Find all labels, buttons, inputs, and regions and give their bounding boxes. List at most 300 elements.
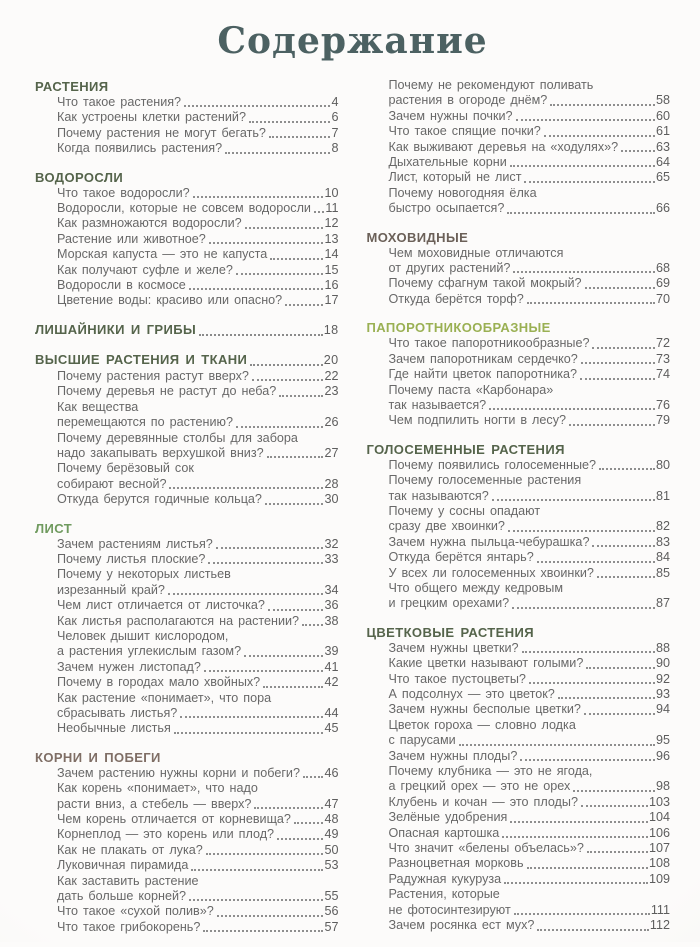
entry-label: Цветение воды: красиво или опасно? bbox=[57, 293, 282, 308]
dot-leader bbox=[191, 869, 323, 871]
entry-line: Как заставить растение bbox=[57, 874, 339, 889]
entry-label: Как получают суфле и желе? bbox=[57, 263, 233, 278]
page-number: 36 bbox=[324, 598, 338, 613]
entry-label: собирают весной? bbox=[57, 477, 166, 492]
dot-leader bbox=[592, 347, 655, 349]
entry-line bbox=[389, 292, 671, 307]
entry-line bbox=[57, 721, 339, 736]
entry-line bbox=[57, 232, 339, 247]
entry-line bbox=[57, 537, 339, 552]
toc-entry bbox=[35, 904, 339, 919]
entry-line: Почему голосеменные растения bbox=[389, 473, 671, 488]
entry-line bbox=[57, 263, 339, 278]
dot-leader bbox=[184, 105, 330, 107]
entry-line bbox=[389, 93, 671, 108]
dot-leader bbox=[550, 104, 655, 106]
page-number: 106 bbox=[649, 826, 670, 841]
entry-label: Чем подпилить ногти в лесу? bbox=[389, 413, 567, 428]
entry-label: Зачем нужны плоды? bbox=[389, 749, 518, 764]
toc-entry bbox=[367, 155, 671, 170]
dot-leader bbox=[510, 821, 648, 823]
entry-line bbox=[389, 458, 671, 473]
page-number: 53 bbox=[324, 858, 338, 873]
entry-line bbox=[57, 278, 339, 293]
entry-line bbox=[57, 706, 339, 721]
entry-line: Почему не рекомендуют поливать bbox=[389, 78, 671, 93]
page-number: 74 bbox=[656, 367, 670, 382]
toc-entry bbox=[367, 826, 671, 841]
dot-leader bbox=[268, 609, 324, 611]
entry-line bbox=[389, 779, 671, 794]
dot-leader bbox=[507, 212, 655, 214]
toc-entry bbox=[367, 749, 671, 764]
entry-line: Почему паста «Карбонара» bbox=[389, 383, 671, 398]
toc-entry bbox=[367, 170, 671, 185]
dot-leader bbox=[252, 379, 324, 381]
toc-entry bbox=[367, 764, 671, 795]
dot-leader bbox=[592, 545, 655, 547]
dot-leader bbox=[586, 667, 655, 669]
toc-entry bbox=[367, 887, 671, 918]
toc-entry bbox=[35, 110, 339, 125]
entry-label: Что такое спящие почки? bbox=[389, 124, 541, 139]
entry-line: Почему у некоторых листьев bbox=[57, 567, 339, 582]
toc-entry bbox=[367, 856, 671, 871]
entry-line bbox=[389, 336, 671, 351]
toc-entry bbox=[367, 641, 671, 656]
section-header-label: ГОЛОСЕМЕННЫЕ РАСТЕНИЯ bbox=[367, 442, 565, 457]
dot-leader bbox=[544, 135, 655, 137]
entry-line bbox=[57, 492, 339, 507]
entry-line bbox=[389, 641, 671, 656]
entry-label: Что такое растения? bbox=[57, 95, 181, 110]
entry-label: Что такое водоросли? bbox=[57, 186, 190, 201]
page-number: 11 bbox=[325, 201, 338, 216]
dot-leader bbox=[537, 561, 655, 563]
page-number: 15 bbox=[324, 263, 338, 278]
entry-label: А подсолнух — это цветок? bbox=[389, 687, 555, 702]
entry-line bbox=[389, 672, 671, 687]
entry-line: Что общего между кедровым bbox=[389, 581, 671, 596]
section-header-label: ПАПОРОТНИКООБРАЗНЫЕ bbox=[367, 320, 551, 335]
section-header bbox=[35, 351, 339, 369]
page-number: 32 bbox=[324, 537, 338, 552]
entry-label: Как выживают деревья на «ходулях»? bbox=[389, 140, 619, 155]
entry-label: Как листья располагаются на растении? bbox=[57, 614, 299, 629]
entry-label: Корнеплод — это корень или плод? bbox=[57, 827, 274, 842]
page-number: 103 bbox=[649, 795, 670, 810]
dot-leader bbox=[504, 882, 648, 884]
entry-label: с парусами bbox=[389, 733, 456, 748]
page-number: 56 bbox=[324, 904, 338, 919]
toc-entry bbox=[367, 581, 671, 612]
section-header bbox=[35, 321, 339, 339]
dot-leader bbox=[244, 655, 323, 657]
section-header bbox=[367, 319, 671, 336]
entry-line bbox=[389, 841, 671, 856]
entry-label: Почему растения не могут бегать? bbox=[57, 126, 266, 141]
toc-entry bbox=[367, 352, 671, 367]
entry-label: Зачем нужны бесполые цветки? bbox=[389, 702, 581, 717]
page-number: 84 bbox=[656, 550, 670, 565]
toc-entry bbox=[35, 461, 339, 492]
entry-label: от других растений? bbox=[389, 261, 511, 276]
dot-leader bbox=[529, 682, 655, 684]
entry-line bbox=[57, 827, 339, 842]
dot-leader bbox=[492, 499, 655, 501]
entry-line bbox=[389, 856, 671, 871]
dot-leader bbox=[573, 790, 655, 792]
dot-leader bbox=[302, 624, 323, 626]
entry-label: Луковичная пирамида bbox=[57, 858, 188, 873]
entry-line bbox=[389, 918, 671, 933]
toc-entry bbox=[367, 687, 671, 702]
page-number: 73 bbox=[656, 352, 670, 367]
entry-line bbox=[57, 598, 339, 613]
entry-line bbox=[389, 903, 671, 918]
entry-line bbox=[389, 170, 671, 185]
page-number: 79 bbox=[656, 413, 670, 428]
page-number: 12 bbox=[324, 216, 338, 231]
page-number: 93 bbox=[656, 687, 670, 702]
toc-entry bbox=[367, 473, 671, 504]
toc-entry bbox=[35, 247, 339, 262]
toc-entry bbox=[35, 843, 339, 858]
page-number: 49 bbox=[324, 827, 338, 842]
page-number: 39 bbox=[324, 644, 338, 659]
entry-label: Лист, который не лист bbox=[389, 170, 522, 185]
toc-entry bbox=[367, 367, 671, 382]
section-header bbox=[35, 169, 339, 186]
toc-entry bbox=[367, 140, 671, 155]
dot-leader bbox=[585, 287, 655, 289]
page-number: 88 bbox=[656, 641, 670, 656]
entry-label: Как размножаются водоросли? bbox=[57, 216, 242, 231]
dot-leader bbox=[581, 805, 648, 807]
dot-leader bbox=[584, 713, 655, 715]
entry-label: сразу две хвоинки? bbox=[389, 519, 505, 534]
entry-label: Зачем нужна пыльца-чебурашка? bbox=[389, 535, 590, 550]
entry-label: Где найти цветок папоротника? bbox=[389, 367, 578, 382]
entry-label: Почему листья плоские? bbox=[57, 552, 205, 567]
entry-line: Как вещества bbox=[57, 400, 339, 415]
dot-leader bbox=[512, 607, 655, 609]
entry-label: Зачем растениям листья? bbox=[57, 537, 213, 552]
entry-line: Цветок гороха — словно лодка bbox=[389, 718, 671, 733]
page-number: 58 bbox=[656, 93, 670, 108]
dot-leader bbox=[514, 913, 650, 915]
dot-leader bbox=[245, 227, 324, 229]
toc-entry bbox=[367, 78, 671, 109]
section-header-label: МОХОВИДНЫЕ bbox=[367, 230, 469, 245]
entry-line: Растения, которые bbox=[389, 887, 671, 902]
dot-leader bbox=[236, 426, 324, 428]
entry-line bbox=[57, 247, 339, 262]
toc-entry bbox=[35, 920, 339, 935]
page-number: 41 bbox=[324, 660, 338, 675]
entry-label: Что такое грибокорень? bbox=[57, 920, 200, 935]
dot-leader bbox=[522, 651, 655, 653]
dot-leader bbox=[303, 776, 324, 778]
entry-line bbox=[57, 186, 339, 201]
entry-label: быстро осыпается? bbox=[389, 201, 505, 216]
entry-line bbox=[57, 477, 339, 492]
page-number: 55 bbox=[324, 889, 338, 904]
section-header bbox=[35, 520, 339, 537]
page-number: 44 bbox=[324, 706, 338, 721]
page-number: 20 bbox=[324, 352, 339, 369]
entry-line bbox=[389, 872, 671, 887]
section-header bbox=[367, 624, 671, 641]
entry-label: Что значит «белены объелась»? bbox=[389, 841, 584, 856]
dot-leader bbox=[199, 334, 323, 336]
entry-label: Необычные листья bbox=[57, 721, 171, 736]
entry-label: Зелёные удобрения bbox=[389, 810, 508, 825]
entry-line bbox=[389, 413, 671, 428]
toc-entry bbox=[35, 400, 339, 431]
dot-leader bbox=[621, 150, 655, 152]
page-number: 61 bbox=[656, 124, 670, 139]
dot-leader bbox=[169, 487, 323, 489]
entry-line bbox=[57, 415, 339, 430]
entry-label: Водоросли в космосе bbox=[57, 278, 186, 293]
entry-line bbox=[57, 110, 339, 125]
entry-label: Разноцветная морковь bbox=[389, 856, 524, 871]
entry-line: Почему берёзовый сок bbox=[57, 461, 339, 476]
toc-column bbox=[367, 78, 671, 947]
toc-entry bbox=[35, 781, 339, 812]
toc-entry bbox=[367, 292, 671, 307]
page-number: 10 bbox=[324, 186, 338, 201]
toc-entry bbox=[35, 232, 339, 247]
entry-label: Как устроены клетки растений? bbox=[57, 110, 246, 125]
toc-entry bbox=[367, 872, 671, 887]
entry-line bbox=[389, 261, 671, 276]
entry-label: Зачем нужен листопад? bbox=[57, 660, 201, 675]
entry-line: Почему деревянные столбы для забора bbox=[57, 431, 339, 446]
toc-entry bbox=[367, 550, 671, 565]
page-number: 96 bbox=[656, 749, 670, 764]
entry-line bbox=[57, 889, 339, 904]
page-number: 81 bbox=[656, 489, 670, 504]
dot-leader bbox=[513, 271, 655, 273]
dot-leader bbox=[285, 304, 323, 306]
dot-leader bbox=[459, 744, 655, 746]
entry-label: Растение или животное? bbox=[57, 232, 206, 247]
page-number: 72 bbox=[656, 336, 670, 351]
entry-label: Водоросли, которые не совсем водоросли bbox=[57, 201, 311, 216]
toc-entry bbox=[35, 812, 339, 827]
section-header-label: ЛИСТ bbox=[35, 521, 72, 536]
dot-leader bbox=[569, 424, 655, 426]
page-number: 26 bbox=[324, 415, 338, 430]
page-number: 104 bbox=[649, 810, 670, 825]
entry-line bbox=[389, 826, 671, 841]
entry-label: Как не плакать от лука? bbox=[57, 843, 203, 858]
entry-label: Чем корень отличается от корневища? bbox=[57, 812, 291, 827]
page-number: 83 bbox=[656, 535, 670, 550]
dot-leader bbox=[270, 258, 323, 260]
entry-line bbox=[57, 660, 339, 675]
entry-line bbox=[57, 446, 339, 461]
entry-label: Почему сфагнум такой мокрый? bbox=[389, 276, 582, 291]
entry-label: Откуда берётся торф? bbox=[389, 292, 524, 307]
page-number: 70 bbox=[656, 292, 670, 307]
toc-entry bbox=[35, 293, 339, 308]
page-number: 45 bbox=[324, 721, 338, 736]
dot-leader bbox=[254, 807, 323, 809]
section-header-label: РАСТЕНИЯ bbox=[35, 79, 109, 94]
toc-entry bbox=[367, 383, 671, 414]
page-number: 23 bbox=[324, 384, 338, 399]
entry-line bbox=[57, 369, 339, 384]
toc-entry bbox=[367, 656, 671, 671]
toc-entry bbox=[367, 718, 671, 749]
page-number: 28 bbox=[324, 477, 338, 492]
entry-line: Почему у сосны опадают bbox=[389, 504, 671, 519]
toc-entry bbox=[367, 504, 671, 535]
dot-leader bbox=[204, 670, 324, 672]
entry-label: Радужная кукуруза bbox=[389, 872, 502, 887]
entry-label: Почему появились голосеменные? bbox=[389, 458, 597, 473]
entry-label: Почему деревья не растут до неба? bbox=[57, 384, 276, 399]
entry-label: изрезанный край? bbox=[57, 583, 165, 598]
toc-entry bbox=[367, 566, 671, 581]
dot-leader bbox=[250, 364, 322, 366]
entry-label: Дыхательные корни bbox=[389, 155, 507, 170]
toc-entry bbox=[367, 246, 671, 277]
entry-label: Откуда берутся годичные кольца? bbox=[57, 492, 262, 507]
entry-line bbox=[389, 795, 671, 810]
toc-entry bbox=[35, 874, 339, 905]
entry-line bbox=[57, 583, 339, 598]
dot-leader bbox=[267, 456, 324, 458]
dot-leader bbox=[597, 576, 655, 578]
page-number: 48 bbox=[324, 812, 338, 827]
entry-line: Как корень «понимает», что надо bbox=[57, 781, 339, 796]
page-number: 46 bbox=[324, 766, 338, 781]
entry-line bbox=[57, 216, 339, 231]
dot-leader bbox=[217, 915, 324, 917]
toc-section bbox=[35, 520, 339, 737]
dot-leader bbox=[265, 503, 324, 505]
entry-label: Что такое папоротникообразные? bbox=[389, 336, 590, 351]
dot-leader bbox=[581, 362, 655, 364]
entry-line bbox=[57, 552, 339, 567]
page-number: 50 bbox=[324, 843, 338, 858]
page-number: 60 bbox=[656, 109, 670, 124]
entry-label: Зачем растению нужны корни и побеги? bbox=[57, 766, 300, 781]
dot-leader bbox=[527, 302, 655, 304]
dot-leader bbox=[203, 930, 323, 932]
toc-entry bbox=[35, 614, 339, 629]
toc-entry bbox=[35, 567, 339, 598]
dot-leader bbox=[520, 759, 655, 761]
entry-line: Чем моховидные отличаются bbox=[389, 246, 671, 261]
page-number: 112 bbox=[650, 918, 670, 933]
entry-label: расти вниз, а стебель — вверх? bbox=[57, 797, 251, 812]
entry-line bbox=[389, 566, 671, 581]
page-number: 30 bbox=[324, 492, 338, 507]
entry-line bbox=[389, 140, 671, 155]
entry-line bbox=[57, 384, 339, 399]
dot-leader bbox=[489, 408, 655, 410]
entry-label: а грецкий орех — это не орех bbox=[389, 779, 571, 794]
section-header-label: ЛИШАЙНИКИ И ГРИБЫ bbox=[35, 321, 196, 338]
entry-line bbox=[389, 352, 671, 367]
entry-line bbox=[57, 797, 339, 812]
dot-leader bbox=[269, 136, 331, 138]
toc-entry bbox=[35, 629, 339, 660]
entry-label: Когда появились растения? bbox=[57, 141, 222, 156]
page-number: 95 bbox=[656, 733, 670, 748]
dot-leader bbox=[558, 697, 655, 699]
toc-entry bbox=[35, 660, 339, 675]
page-number: 82 bbox=[656, 519, 670, 534]
dot-leader bbox=[168, 593, 324, 595]
dot-leader bbox=[508, 530, 655, 532]
dot-leader bbox=[599, 468, 655, 470]
page-number: 76 bbox=[656, 398, 670, 413]
page-number: 64 bbox=[656, 155, 670, 170]
entry-line bbox=[57, 201, 339, 216]
toc-entry bbox=[35, 552, 339, 567]
toc-section bbox=[367, 319, 671, 428]
entry-label: растения в огороде днём? bbox=[389, 93, 548, 108]
dot-leader bbox=[294, 822, 324, 824]
entry-line bbox=[389, 367, 671, 382]
entry-line bbox=[389, 519, 671, 534]
entry-line bbox=[389, 155, 671, 170]
page-number: 33 bbox=[324, 552, 338, 567]
page-number: 80 bbox=[656, 458, 670, 473]
toc-section bbox=[367, 78, 671, 217]
toc-entry bbox=[35, 141, 339, 156]
entry-label: сбрасывать листья? bbox=[57, 706, 177, 721]
entry-label: Откуда берётся янтарь? bbox=[389, 550, 534, 565]
entry-label: так называется? bbox=[389, 398, 487, 413]
page-number: 16 bbox=[324, 278, 338, 293]
entry-line bbox=[389, 276, 671, 291]
page-number: 7 bbox=[331, 126, 338, 141]
entry-line bbox=[389, 550, 671, 565]
page-number: 4 bbox=[331, 95, 338, 110]
page-number: 98 bbox=[656, 779, 670, 794]
dot-leader bbox=[314, 211, 324, 213]
dot-leader bbox=[180, 716, 323, 718]
toc-section bbox=[35, 351, 339, 508]
toc-entry bbox=[367, 413, 671, 428]
page-number: 94 bbox=[656, 702, 670, 717]
toc-entry bbox=[35, 216, 339, 231]
entry-line bbox=[389, 733, 671, 748]
entry-line bbox=[57, 920, 339, 935]
dot-leader bbox=[277, 838, 323, 840]
entry-line bbox=[57, 293, 339, 308]
toc-entry bbox=[35, 721, 339, 736]
entry-line bbox=[389, 687, 671, 702]
section-header-label: КОРНИ И ПОБЕГИ bbox=[35, 750, 161, 765]
entry-label: не фотосинтезируют bbox=[389, 903, 511, 918]
toc-entry bbox=[367, 186, 671, 217]
page-number: 18 bbox=[324, 322, 339, 339]
dot-leader bbox=[502, 836, 648, 838]
dot-leader bbox=[209, 242, 324, 244]
toc-entry bbox=[367, 810, 671, 825]
section-header-label: ЦВЕТКОВЫЕ РАСТЕНИЯ bbox=[367, 625, 535, 640]
section-header-label: ВОДОРОСЛИ bbox=[35, 170, 123, 185]
toc-entry bbox=[35, 537, 339, 552]
